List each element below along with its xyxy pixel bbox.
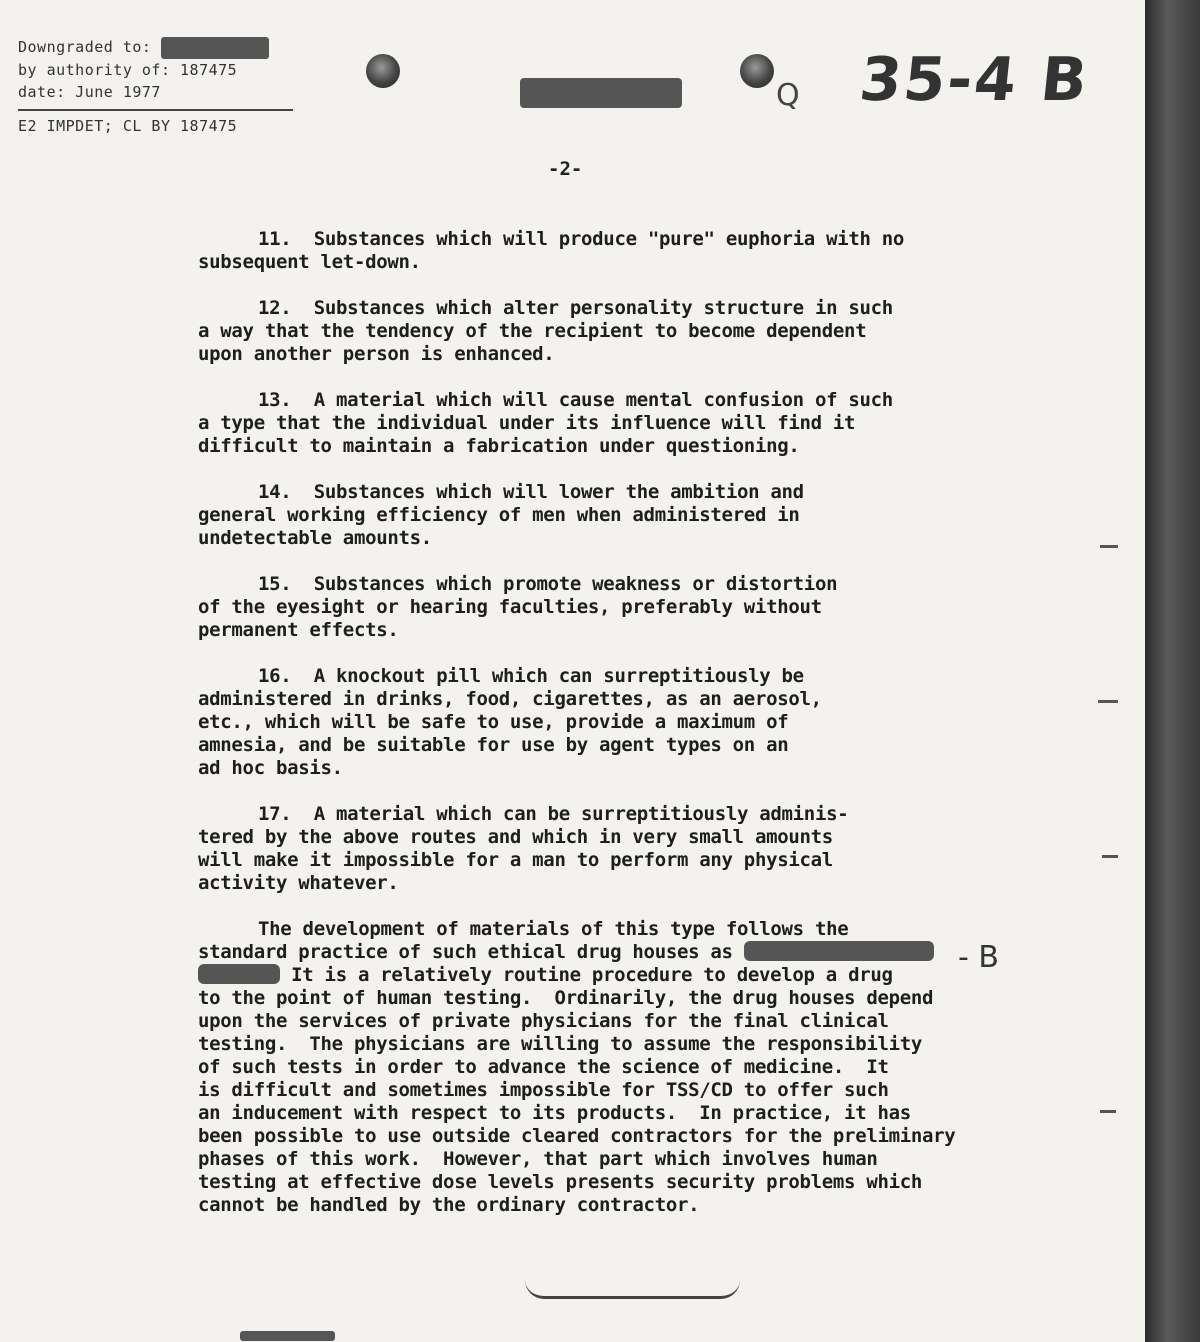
stamp-line-downgraded: Downgraded to: <box>18 36 293 59</box>
scan-right-edge <box>1145 0 1200 1342</box>
margin-mark <box>1100 1110 1116 1113</box>
redaction-block <box>161 37 269 59</box>
bottom-cut-off-line <box>60 1328 335 1342</box>
declassification-stamp <box>18 36 293 137</box>
margin-mark <box>1100 545 1118 548</box>
stamp-line-date: date: June 1977 <box>18 82 161 101</box>
redaction-block <box>520 78 682 108</box>
punch-hole <box>740 54 774 88</box>
document-body <box>198 228 998 1240</box>
stamp-line-authority: by authority of: 187475 <box>18 60 238 79</box>
paragraph-17: 17. A material which can be surreptitiously adminis- tered by the above routes and which in very small amounts will make it impossible for a man to perform any physical activity whatever. <box>198 803 849 894</box>
paragraph-12: 12. Substances which alter personality structure in such a way that the tendency of the recipient to become dependent upon another person is enhanced. <box>198 297 893 365</box>
paragraph-14: 14. Substances which will lower the ambition and general working efficiency of men when administered in undetectable amounts. <box>198 481 804 549</box>
redaction-block <box>240 1331 335 1341</box>
paragraph-16: 16. A knockout pill which can surreptitiously be administered in drinks, food, cigarettes, as an aerosol, etc., which will be safe to use, provide a maximum of amnesia, and be suitable for use by agent types on an ad hoc basis. <box>198 665 822 779</box>
handwritten-reference: 35-4 B <box>856 45 1093 115</box>
circled-mark: Q <box>776 78 800 113</box>
paragraph-13: 13. A material which will cause mental confusion of such a type that the individual under its influence will find it difficult to maintain a fabrication under questioning. <box>198 389 893 457</box>
closing-paragraph: The development of materials of this type follows the standard practice of such ethical drug houses as It is a relatively routine procedure to develop a drug to the point of human testing. Ordinarily, the drug houses depend upon the services of private physicians for the final clinical testing. The physicians are willing to assume the responsibility of such tests in order to advance the science of medicine. It is difficult and sometimes impossible for TSS/CD to offer such an inducement with respect to its products. In practice, it has been possible to use outside cleared contractors for the preliminary phases of this work. However, that part which involves human testing at effective dose levels presents security problems which cannot be handled by the ordinary contractor. <box>198 918 956 1216</box>
margin-mark <box>1098 700 1118 703</box>
page-number: -2- <box>548 158 583 180</box>
redaction-block <box>198 964 280 984</box>
punch-hole <box>366 54 400 88</box>
margin-exemption-note: - B <box>958 940 999 975</box>
bottom-handwritten-scrawl <box>525 1280 740 1299</box>
paragraph-15: 15. Substances which promote weakness or distortion of the eyesight or hearing faculties, preferably without permanent effects. <box>198 573 838 641</box>
margin-mark <box>1102 855 1118 858</box>
redaction-block <box>744 941 934 961</box>
stamp-divider <box>18 109 293 111</box>
stamp-line-impdet: E2 IMPDET; CL BY 187475 <box>18 116 238 135</box>
paragraph-11: 11. Substances which will produce "pure" euphoria with no subsequent let-down. <box>198 228 905 273</box>
